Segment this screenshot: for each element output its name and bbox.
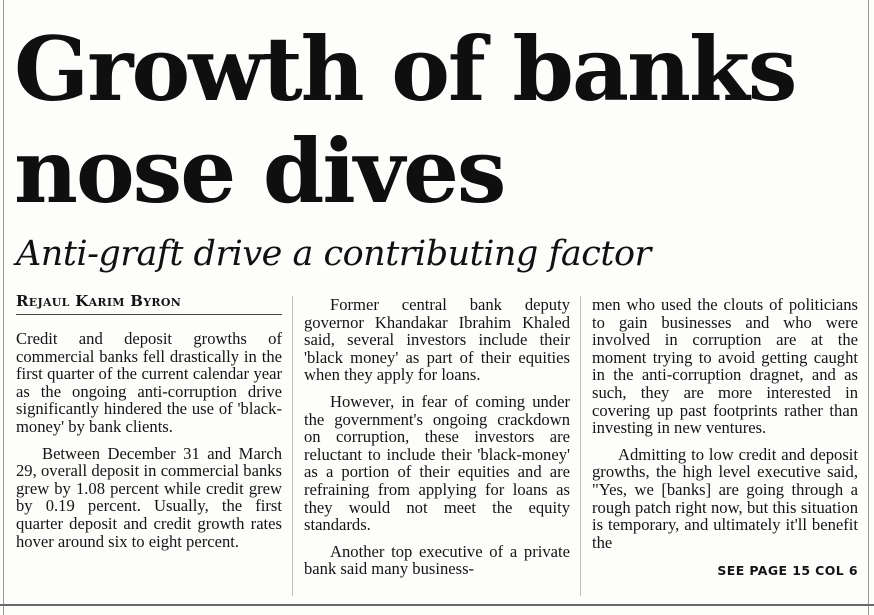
- continuation-jump-line: SEE PAGE 15 COL 6: [717, 563, 858, 578]
- paragraph: Admitting to low credit and deposit growths, the high level executive said, "Yes, we [banks] are going through a rough patch right now, but this situation is temporary, and ultimately it'll benefit the: [592, 444, 858, 552]
- paragraph: However, in fear of coming under the government's ongoing crackdown on corruption, these investors are reluctant to include their 'black-money' as a portion of their equities and are refraining from applying for loans as they would not meet the equity standards.: [304, 391, 570, 535]
- paragraph: men who used the clouts of politicians to gain businesses and who were involved in corruption are at the moment trying to avoid getting caught in the anti-corruption dragnet, and as such, they are more interested in covering up past footprints rather than investing in new ventures.: [592, 295, 858, 438]
- subheadline: Anti-graft drive a contributing factor: [16, 234, 651, 274]
- right-border-rule: [868, 0, 869, 615]
- bottom-border-rule: [0, 604, 874, 606]
- left-border-rule: [3, 0, 4, 615]
- column-divider: [580, 296, 581, 596]
- byline-rule: [16, 314, 282, 315]
- byline: Rejaul Karim Byron: [16, 292, 182, 310]
- paragraph: Former central bank deputy governor Khandakar Ibrahim Khaled said, several investors include their 'black money' as part of their equities when they apply for loans.: [304, 295, 570, 385]
- article-column-3: [592, 296, 858, 560]
- article-column-1: [16, 330, 282, 559]
- paragraph: Credit and deposit growths of commercial banks fell drastically in the first quarter of the current calendar year as the ongoing anti-corruption drive significantly hindered the use of 'black-money' by bank clients.: [16, 329, 282, 436]
- paragraph: Another top executive of a private bank said many business-: [304, 541, 570, 579]
- article-column-2: [304, 296, 570, 587]
- column-divider: [292, 296, 293, 596]
- headline: Growth of banks nose dives: [14, 17, 796, 223]
- paragraph: Between December 31 and March 29, overall deposit in commercial banks grew by 1.08 percent while credit grew by 0.19 percent. Usually, the first quarter deposit and credit growth rates hover around six to eight percent.: [16, 443, 282, 551]
